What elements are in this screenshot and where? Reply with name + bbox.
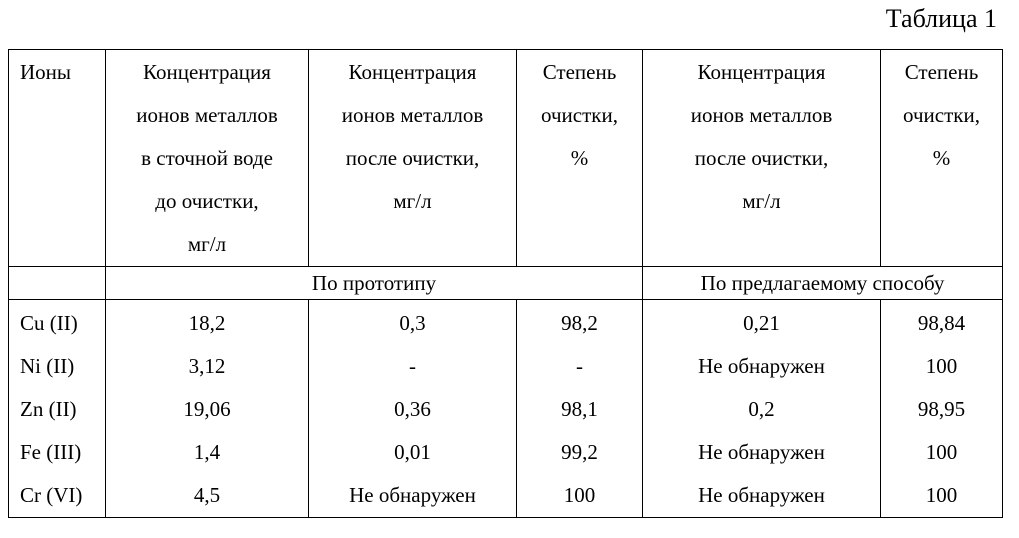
cell-before: 3,12 (106, 345, 309, 388)
header-conc-before (106, 50, 309, 267)
header-line: Концентрация (348, 60, 477, 84)
cell-degree-proto: 99,2 (517, 431, 643, 474)
header-degree-proto (517, 50, 643, 267)
subheader-prototype: По прототипу (106, 267, 643, 300)
header-line: Концентрация (143, 60, 271, 84)
cell-after-proposed: Не обнаружен (643, 345, 881, 388)
header-line: ионов металлов (690, 103, 833, 127)
header-line: мг/л (742, 189, 781, 213)
header-line: Концентрация (697, 60, 826, 84)
cell-after-proto: - (309, 345, 517, 388)
subheader-proposed: По предлагаемому способу (643, 267, 1003, 300)
header-line: мг/л (187, 232, 227, 256)
header-line: очистки, (903, 103, 980, 127)
cell-degree-proposed: 100 (881, 345, 1003, 388)
table-row (9, 300, 1003, 346)
header-line: до очистки, (155, 189, 259, 213)
cell-ion: Fe (III) (9, 431, 106, 474)
subheader-row (9, 267, 1003, 300)
header-row (9, 50, 1003, 267)
header-line: Степень (904, 60, 979, 84)
table-caption: Таблица 1 (885, 4, 997, 33)
cell-degree-proto: 98,1 (517, 388, 643, 431)
cell-ion: Ni (II) (9, 345, 106, 388)
header-line: очистки, (541, 103, 618, 127)
header-ions (9, 50, 106, 267)
cell-after-proposed: 0,2 (643, 388, 881, 431)
cell-ion: Cr (VI) (9, 474, 106, 518)
header-conc-after-proto (309, 50, 517, 267)
cell-degree-proposed: 100 (881, 431, 1003, 474)
table-row (9, 431, 1003, 474)
cell-before: 1,4 (106, 431, 309, 474)
cell-after-proposed: Не обнаружен (643, 431, 881, 474)
cell-ion: Zn (II) (9, 388, 106, 431)
header-line: % (570, 146, 589, 170)
cell-degree-proto: - (517, 345, 643, 388)
cell-degree-proposed: 100 (881, 474, 1003, 518)
cell-after-proto: 0,36 (309, 388, 517, 431)
cell-ion: Cu (II) (9, 300, 106, 346)
cell-after-proto: 0,3 (309, 300, 517, 346)
cell-degree-proto: 98,2 (517, 300, 643, 346)
header-line: после очистки, (345, 146, 480, 170)
header-ions-label: Ионы (20, 60, 72, 84)
header-degree-proposed (881, 50, 1003, 267)
cell-after-proposed: Не обнаружен (643, 474, 881, 518)
cell-after-proto: Не обнаружен (309, 474, 517, 518)
header-line: ионов металлов (136, 103, 278, 127)
header-line: ионов металлов (341, 103, 484, 127)
cell-after-proposed: 0,21 (643, 300, 881, 346)
header-line: мг/л (393, 189, 432, 213)
purification-table (8, 49, 1003, 518)
header-conc-after-proposed (643, 50, 881, 267)
cell-degree-proto: 100 (517, 474, 643, 518)
cell-after-proto: 0,01 (309, 431, 517, 474)
table-row (9, 474, 1003, 518)
cell-before: 18,2 (106, 300, 309, 346)
subheader-empty (9, 267, 106, 300)
cell-degree-proposed: 98,95 (881, 388, 1003, 431)
header-line: после очистки, (694, 146, 829, 170)
header-line: Степень (542, 60, 617, 84)
table-row (9, 388, 1003, 431)
table-row (9, 345, 1003, 388)
cell-before: 4,5 (106, 474, 309, 518)
header-line: в сточной воде (141, 146, 273, 170)
header-line: % (932, 146, 951, 170)
cell-degree-proposed: 98,84 (881, 300, 1003, 346)
cell-before: 19,06 (106, 388, 309, 431)
